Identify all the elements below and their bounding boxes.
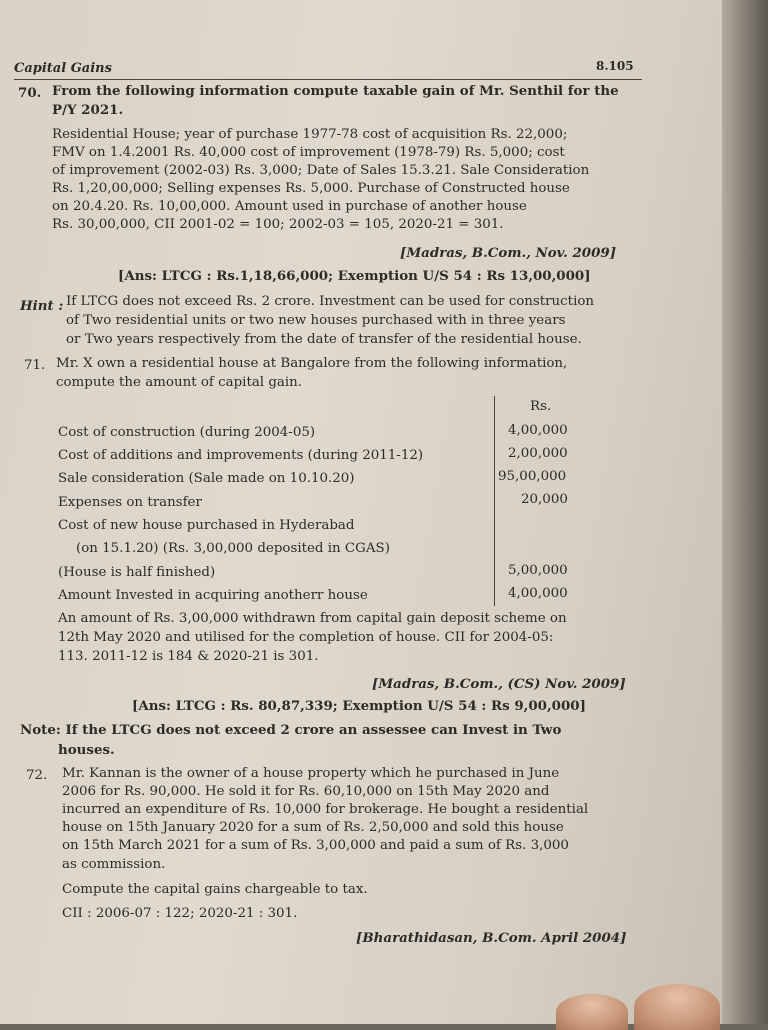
table-row-amount: 20,000 bbox=[521, 492, 568, 507]
q72-line: on 15th March 2021 for a sum of Rs. 3,00,000 and paid a sum of Rs. 3,000 bbox=[62, 838, 569, 853]
note-line: Note: If the LTCG does not exceed 2 crore an assessee can Invest in Two bbox=[20, 722, 562, 738]
q71-intro: Mr. X own a residential house at Bangalore from the following information, bbox=[56, 356, 568, 371]
q70-line: P/Y 2021. bbox=[52, 102, 124, 118]
q72-line: house on 15th January 2020 for a sum of Rs. 2,50,000 and sold this house bbox=[62, 820, 564, 835]
q70-line: on 20.4.20. Rs. 10,00,000. Amount used in purchase of another house bbox=[52, 199, 527, 214]
q70-line: Rs. 1,20,00,000; Selling expenses Rs. 5,000. Purchase of Constructed house bbox=[52, 181, 570, 196]
q70-line: Rs. 30,00,000, CII 2001-02 = 100; 2002-03 = 105, 2020-21 = 301. bbox=[52, 217, 504, 232]
q71-number: 71. bbox=[24, 358, 46, 373]
q71-intro: compute the amount of capital gain. bbox=[56, 375, 303, 390]
q71-paragraph: An amount of Rs. 3,00,000 withdrawn from capital gain deposit scheme on bbox=[58, 611, 567, 626]
q72-line: Mr. Kannan is the owner of a house property which he purchased in June bbox=[62, 766, 560, 781]
table-currency-header: Rs. bbox=[530, 399, 552, 414]
q71-paragraph: 113. 2011-12 is 184 & 2020-21 is 301. bbox=[58, 649, 319, 664]
table-row-amount: 4,00,000 bbox=[508, 423, 568, 438]
table-row-label: (on 15.1.20) (Rs. 3,00,000 deposited in CGAS) bbox=[76, 541, 390, 556]
q72-number: 72. bbox=[26, 768, 48, 783]
q72-line: 2006 for Rs. 90,000. He sold it for Rs. 60,10,000 on 15th May 2020 and bbox=[62, 784, 550, 799]
table-row-label: Cost of new house purchased in Hyderabad bbox=[58, 518, 355, 533]
q70-line: FMV on 1.4.2001 Rs. 40,000 cost of improvement (1978-79) Rs. 5,000; cost bbox=[52, 145, 565, 160]
q72-task: Compute the capital gains chargeable to tax. bbox=[62, 882, 368, 897]
chapter-title: Capital Gains bbox=[14, 61, 112, 76]
hint-label: Hint : bbox=[20, 298, 64, 314]
note-line: houses. bbox=[58, 742, 115, 758]
q70-number: 70. bbox=[18, 85, 42, 101]
hint-line: of Two residential units or two new houses purchased with in three years bbox=[66, 313, 566, 328]
q71-source: [Madras, B.Com., (CS) Nov. 2009] bbox=[372, 676, 626, 692]
header-rule bbox=[14, 79, 642, 80]
table-column-divider bbox=[494, 396, 495, 606]
table-row-label: (House is half finished) bbox=[58, 565, 216, 580]
q72-line: as commission. bbox=[62, 857, 166, 872]
q70-answer: [Ans: LTCG : Rs.1,18,66,000; Exemption U/S 54 : Rs 13,00,000] bbox=[118, 268, 591, 284]
table-row-label: Amount Invested in acquiring anotherr house bbox=[58, 588, 368, 603]
table-row-label: Expenses on transfer bbox=[58, 495, 202, 510]
finger bbox=[556, 994, 628, 1030]
thumb bbox=[634, 984, 720, 1030]
q72-source: [Bharathidasan, B.Com. April 2004] bbox=[356, 930, 627, 946]
hint-line: If LTCG does not exceed Rs. 2 crore. Investment can be used for construction bbox=[66, 294, 595, 309]
q70-source: [Madras, B.Com., Nov. 2009] bbox=[400, 245, 617, 261]
q70-line: of improvement (2002-03) Rs. 3,000; Date of Sales 15.3.21. Sale Consideration bbox=[52, 163, 590, 178]
q71-paragraph: 12th May 2020 and utilised for the completion of house. CII for 2004-05: bbox=[58, 630, 554, 645]
table-row-label: Cost of construction (during 2004-05) bbox=[58, 425, 316, 440]
q71-answer: [Ans: LTCG : Rs. 80,87,339; Exemption U/S 54 : Rs 9,00,000] bbox=[132, 698, 586, 714]
table-row-amount: 95,00,000 bbox=[498, 469, 567, 484]
q72-line: incurred an expenditure of Rs. 10,000 for brokerage. He bought a residential bbox=[62, 802, 589, 817]
page-number: 8.105 bbox=[596, 59, 634, 73]
table-row-amount: 2,00,000 bbox=[508, 446, 568, 461]
q70-line: From the following information compute taxable gain of Mr. Senthil for the bbox=[52, 83, 619, 99]
q72-cii: CII : 2006-07 : 122; 2020-21 : 301. bbox=[62, 906, 298, 921]
q70-line: Residential House; year of purchase 1977-78 cost of acquisition Rs. 22,000; bbox=[52, 127, 568, 142]
table-row-label: Cost of additions and improvements (during 2011-12) bbox=[58, 448, 424, 463]
table-row-amount: 5,00,000 bbox=[508, 563, 568, 578]
table-row-label: Sale consideration (Sale made on 10.10.20) bbox=[58, 471, 355, 486]
table-row-amount: 4,00,000 bbox=[508, 586, 568, 601]
book-gutter bbox=[722, 0, 768, 1024]
hint-line: or Two years respectively from the date of transfer of the residential house. bbox=[66, 332, 582, 347]
